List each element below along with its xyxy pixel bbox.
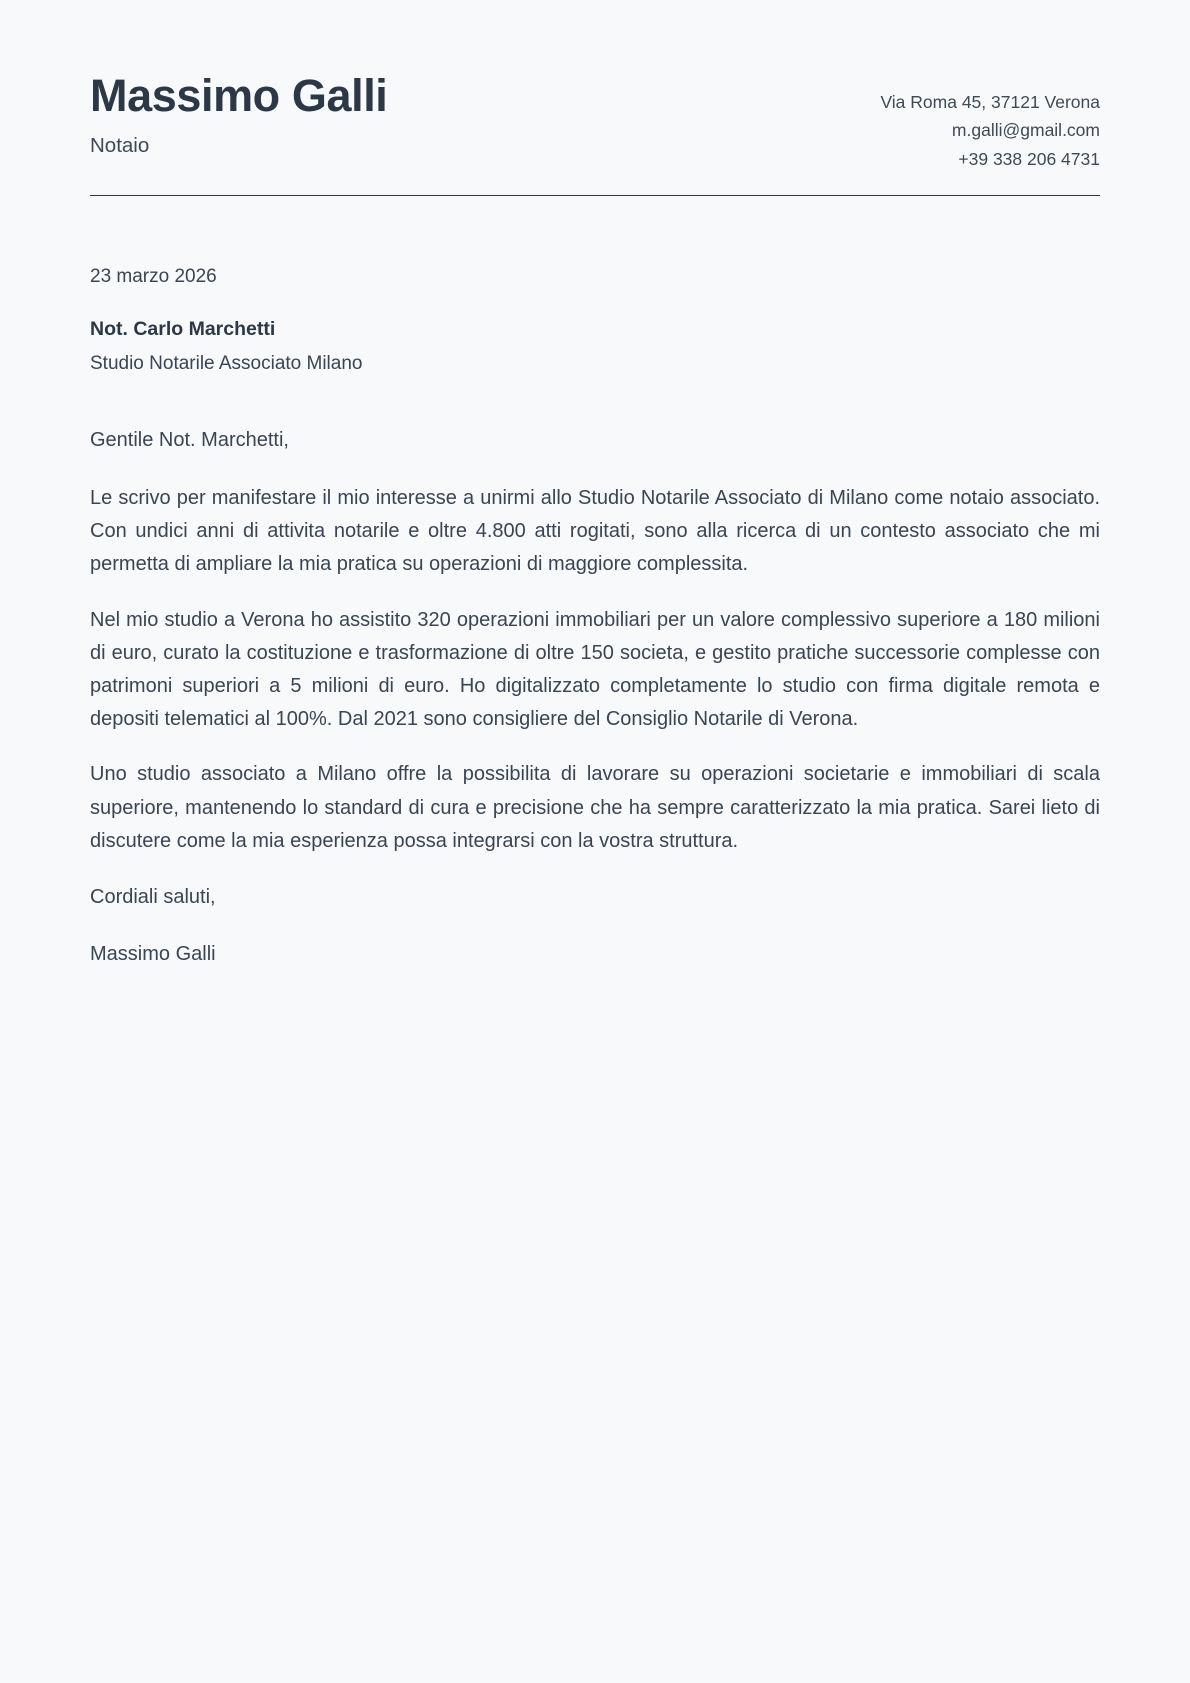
recipient-organization: Studio Notarile Associato Milano <box>90 353 363 375</box>
identity-block <box>90 72 387 157</box>
letter-meta <box>90 266 1100 375</box>
closing-line: Cordiali saluti, <box>90 885 216 908</box>
contact-address: Via Roma 45, 37121 Verona <box>880 92 1100 112</box>
contact-block <box>880 72 1100 173</box>
contact-phone[interactable]: +39 338 206 4731 <box>958 148 1100 169</box>
letter-date: 23 marzo 2026 <box>90 266 217 288</box>
page-title: Massimo Galli <box>90 70 388 121</box>
job-title: Notaio <box>90 133 150 157</box>
body-paragraph: Le scrivo per manifestare il mio interesse a unirmi allo Studio Notarile Associato di Milano come notaio associato. Con undici anni di attivita notarile e oltre 4.800 atti rogitati, sono alla ricerca di un contesto associato che mi permetta di ampliare la mia pratica su operazioni di maggiore complessita. <box>90 487 1100 576</box>
letterhead <box>90 72 1100 196</box>
signature-name: Massimo Galli <box>90 942 216 965</box>
letter-body <box>90 425 1100 970</box>
body-paragraph: Nel mio studio a Verona ho assistito 320 operazioni immobiliari per un valore complessivo superiore a 180 milioni di euro, curato la costituzione e trasformazione di oltre 150 societa, e gestito pratiche successorie complesse con patrimoni superiori a 5 milioni di euro. Ho digitalizzato completamente lo studio con firma digitale remota e depositi telematici al 100%. Dal 2021 sono consigliere del Consiglio Notarile di Verona. <box>90 608 1100 731</box>
salutation: Gentile Not. Marchetti, <box>90 429 289 452</box>
recipient-name: Not. Carlo Marchetti <box>90 318 276 341</box>
contact-email[interactable]: m.galli@gmail.com <box>951 120 1100 141</box>
body-paragraph: Uno studio associato a Milano offre la possibilita di lavorare su operazioni societarie e immobiliari di scala superiore, mantenendo lo standard di cura e precisione che ha sempre caratterizzato la mia pratica. Sarei lieto di discutere come la mia esperienza possa integrarsi con la vostra struttura. <box>90 763 1100 852</box>
